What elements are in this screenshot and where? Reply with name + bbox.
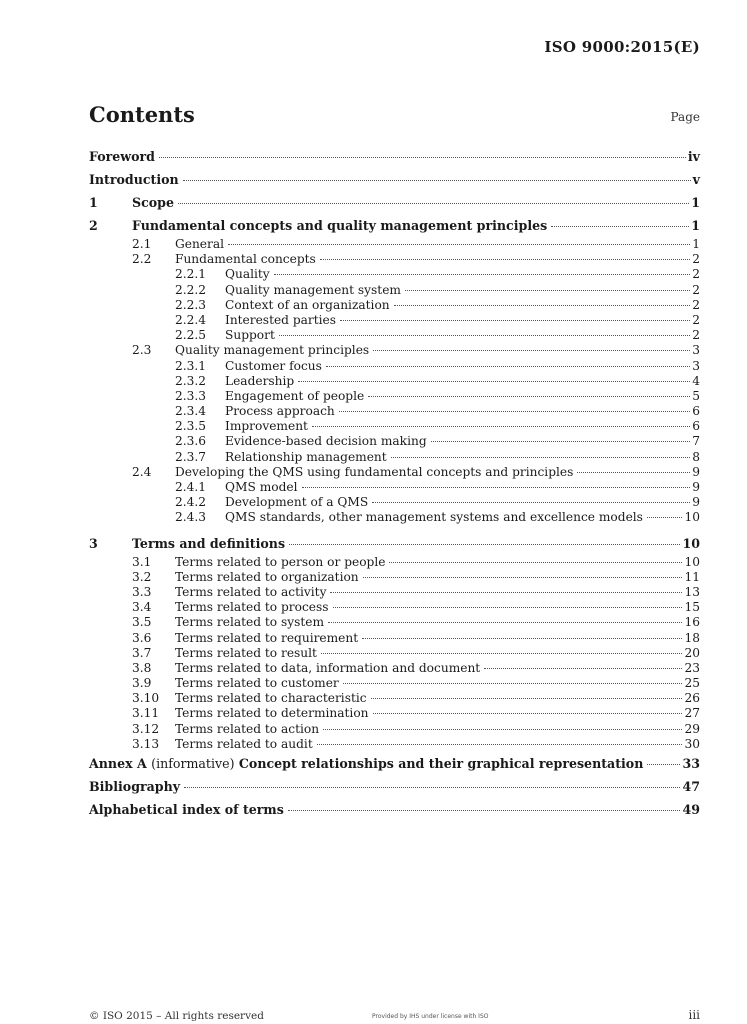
toc-entry[interactable] xyxy=(89,706,700,721)
toc-entry-page: 16 xyxy=(684,615,700,630)
dot-leader xyxy=(159,157,686,158)
toc-entry-title: Terms related to requirement xyxy=(175,630,359,645)
dot-leader xyxy=(330,592,682,593)
toc-entry-title: Terms and definitions xyxy=(132,535,286,551)
toc-entry-number: 2.3.2 xyxy=(175,373,207,388)
dot-leader xyxy=(647,764,680,765)
toc-entry[interactable] xyxy=(89,737,700,752)
toc-entry[interactable] xyxy=(89,145,700,168)
toc-entry-title: Terms related to system xyxy=(175,615,325,630)
dot-leader xyxy=(363,577,683,578)
toc-entry-number: 2.2 xyxy=(132,252,152,267)
toc-entry-number: 3.7 xyxy=(132,645,152,660)
dot-leader xyxy=(326,366,690,367)
toc-entry-page: 5 xyxy=(692,388,700,403)
toc-entry[interactable] xyxy=(89,532,700,555)
toc-entry[interactable] xyxy=(89,267,700,282)
dot-leader xyxy=(312,426,690,427)
toc-entry-number: 2.2.3 xyxy=(175,297,207,312)
table-of-contents xyxy=(89,145,700,821)
dot-leader xyxy=(184,787,680,788)
dot-leader xyxy=(368,396,690,397)
toc-entry-page: 6 xyxy=(692,404,700,419)
toc-entry-page: 2 xyxy=(692,267,700,282)
toc-entry-title: Introduction xyxy=(89,172,179,187)
annex-informative: (informative) xyxy=(151,756,235,771)
toc-entry-title: Terms related to action xyxy=(175,721,320,736)
toc-entry-page: 15 xyxy=(684,600,700,615)
toc-entry-title xyxy=(89,752,645,775)
toc-entry-page: 10 xyxy=(684,510,700,525)
toc-entry-title: Support xyxy=(225,328,275,343)
toc-entry-number: 2.2.4 xyxy=(175,312,207,327)
toc-entry-title: Improvement xyxy=(225,419,308,434)
toc-entry-page: 27 xyxy=(684,706,700,721)
toc-entry[interactable] xyxy=(89,510,700,525)
annex-label: Annex A xyxy=(89,756,147,771)
toc-entry[interactable] xyxy=(89,359,700,374)
dot-leader xyxy=(298,381,690,382)
toc-entry-title: Quality management principles xyxy=(175,343,370,358)
toc-entry[interactable] xyxy=(89,252,700,267)
toc-entry[interactable] xyxy=(89,283,700,298)
dot-leader xyxy=(323,729,682,730)
toc-entry-number: 2.3.1 xyxy=(175,358,207,373)
dot-leader xyxy=(340,320,690,321)
toc-entry-page: 2 xyxy=(692,297,700,312)
toc-entry-number: 2.2.5 xyxy=(175,328,207,343)
toc-entry-title: Relationship management xyxy=(225,449,387,464)
toc-entry-title: Terms related to process xyxy=(175,600,329,615)
toc-entry-page: 49 xyxy=(682,802,700,817)
toc-entry-title: Scope xyxy=(132,195,174,210)
page-title: Contents xyxy=(89,102,195,127)
dot-leader xyxy=(321,653,683,654)
dot-leader xyxy=(288,810,681,811)
dot-leader xyxy=(339,411,690,412)
copyright-notice: © ISO 2015 – All rights reserved xyxy=(89,1010,264,1022)
toc-entry[interactable] xyxy=(89,328,700,343)
toc-entry[interactable] xyxy=(89,495,700,510)
toc-entry-page: 29 xyxy=(684,721,700,736)
toc-entry-title: Developing the QMS using fundamental concepts and principles xyxy=(175,464,574,479)
toc-entry-title: Foreword xyxy=(89,149,155,164)
dot-leader xyxy=(431,441,691,442)
toc-entry[interactable] xyxy=(89,775,700,798)
page-column-label: Page xyxy=(670,110,700,124)
toc-entry-page: 6 xyxy=(692,419,700,434)
toc-entry-number: 2.2.1 xyxy=(175,267,207,282)
toc-entry-page: 9 xyxy=(692,495,700,510)
toc-entry-title: Terms related to audit xyxy=(175,736,313,751)
dot-leader xyxy=(333,607,683,608)
toc-entry[interactable] xyxy=(89,752,700,775)
toc-entry[interactable] xyxy=(89,298,700,313)
dot-leader xyxy=(183,180,691,181)
toc-entry-title: Context of an organization xyxy=(225,297,390,312)
toc-entry-title: Process approach xyxy=(225,404,335,419)
document-reference: ISO 9000:2015(E) xyxy=(544,38,700,56)
toc-entry-title: Bibliography xyxy=(89,779,181,794)
toc-entry-number: 2.3.6 xyxy=(175,434,207,449)
toc-entry-page: 10 xyxy=(684,554,700,569)
toc-entry-number: 3.10 xyxy=(132,691,160,706)
toc-entry[interactable] xyxy=(89,646,700,661)
toc-entry-number: 2.4.1 xyxy=(175,480,207,494)
dot-leader xyxy=(373,713,683,714)
dot-leader xyxy=(320,259,690,260)
dot-leader xyxy=(328,622,682,623)
toc-entry[interactable] xyxy=(89,631,700,646)
toc-entry-page: 8 xyxy=(692,449,700,464)
toc-entry-page: 20 xyxy=(684,645,700,660)
toc-entry-number: 3 xyxy=(89,535,98,551)
toc-entry[interactable] xyxy=(89,676,700,691)
toc-entry-title: General xyxy=(175,237,224,251)
toc-entry-number: 2.3.5 xyxy=(175,419,207,434)
dot-leader xyxy=(647,517,683,518)
dot-leader xyxy=(279,335,690,336)
toc-entry-number: 2.3.7 xyxy=(175,449,207,464)
toc-entry-page: 2 xyxy=(692,328,700,343)
toc-entry-page: 9 xyxy=(692,464,700,479)
toc-entry-number: 3.9 xyxy=(132,676,152,691)
toc-entry-title: Fundamental concepts xyxy=(175,252,316,267)
page-number: iii xyxy=(688,1008,700,1022)
toc-entry[interactable] xyxy=(89,343,700,358)
toc-entry[interactable] xyxy=(89,419,700,434)
toc-entry[interactable] xyxy=(89,434,700,449)
toc-entry-title: Terms related to characteristic xyxy=(175,691,367,706)
toc-entry-title: Terms related to person or people xyxy=(175,554,386,569)
toc-entry[interactable] xyxy=(89,555,700,570)
toc-entry-page: 30 xyxy=(684,736,700,751)
toc-entry-title: Quality management system xyxy=(225,282,401,297)
toc-entry-title: Quality xyxy=(225,267,270,282)
toc-entry-title: Fundamental concepts and quality management principles xyxy=(132,218,548,233)
toc-entry[interactable] xyxy=(89,450,700,465)
toc-entry-page: 11 xyxy=(684,569,700,584)
toc-entry[interactable] xyxy=(89,585,700,600)
toc-entry-number: 3.11 xyxy=(132,706,160,721)
toc-entry-page: 1 xyxy=(691,218,700,233)
toc-entry-page: 26 xyxy=(684,691,700,706)
toc-entry[interactable] xyxy=(89,237,700,252)
toc-entry-page: 2 xyxy=(692,252,700,267)
toc-entry-number: 2.4.2 xyxy=(175,495,207,510)
toc-entry-number: 1 xyxy=(89,195,98,210)
dot-leader xyxy=(551,226,689,227)
toc-entry[interactable] xyxy=(89,600,700,615)
toc-entry-number: 2.4.3 xyxy=(175,510,207,525)
toc-entry-page: 1 xyxy=(692,237,700,251)
toc-entry-number: 3.2 xyxy=(132,569,152,584)
dot-leader xyxy=(228,244,690,245)
toc-entry[interactable] xyxy=(89,691,700,706)
toc-entry-page: 10 xyxy=(682,535,700,551)
toc-entry-number: 2.3 xyxy=(132,343,152,358)
toc-entry[interactable] xyxy=(89,480,700,495)
toc-entry-title: Terms related to organization xyxy=(175,569,359,584)
dot-leader xyxy=(302,487,691,488)
dot-leader xyxy=(391,457,691,458)
toc-entry-page: 33 xyxy=(682,756,700,771)
toc-entry-title: Terms related to determination xyxy=(175,706,369,721)
toc-entry-page: 2 xyxy=(692,282,700,297)
dot-leader xyxy=(389,562,682,563)
annex-title: Concept relationships and their graphical representation xyxy=(238,756,644,771)
toc-entry-title: Terms related to activity xyxy=(175,584,327,599)
toc-entry-page: 18 xyxy=(684,630,700,645)
dot-leader xyxy=(362,638,682,639)
toc-entry-number: 3.3 xyxy=(132,584,152,599)
toc-entry-title: Engagement of people xyxy=(225,388,365,403)
toc-entry-title: Terms related to result xyxy=(175,645,317,660)
toc-entry-number: 3.1 xyxy=(132,554,152,569)
toc-entry[interactable] xyxy=(89,313,700,328)
toc-entry[interactable] xyxy=(89,389,700,404)
provider-notice: Provided by IHS under license with ISO xyxy=(372,1013,489,1020)
toc-entry-number: 2.3.4 xyxy=(175,404,207,419)
toc-entry-title: Leadership xyxy=(225,373,295,388)
toc-entry-number: 3.4 xyxy=(132,600,152,615)
toc-entry-page: iv xyxy=(687,149,700,164)
toc-entry-number: 3.8 xyxy=(132,660,152,675)
toc-entry-page: 3 xyxy=(692,358,700,373)
toc-entry-title: Terms related to customer xyxy=(175,676,339,691)
toc-entry-page: v xyxy=(692,172,700,187)
toc-entry-number: 2 xyxy=(89,218,98,233)
toc-entry[interactable] xyxy=(89,191,700,214)
toc-entry-number: 2.4 xyxy=(132,464,152,479)
toc-entry[interactable] xyxy=(89,661,700,676)
toc-entry-page: 13 xyxy=(684,584,700,599)
toc-entry-page: 4 xyxy=(692,373,700,388)
dot-leader xyxy=(373,350,690,351)
dot-leader xyxy=(343,683,683,684)
toc-entry[interactable] xyxy=(89,168,700,191)
toc-entry-page: 2 xyxy=(692,312,700,327)
toc-entry[interactable] xyxy=(89,570,700,585)
dot-leader xyxy=(405,290,690,291)
dot-leader xyxy=(289,544,680,545)
toc-entry-page: 47 xyxy=(682,779,700,794)
toc-entry[interactable] xyxy=(89,214,700,237)
toc-entry-title: QMS standards, other management systems and excellence models xyxy=(225,510,643,525)
dot-leader xyxy=(484,668,682,669)
toc-entry-page: 23 xyxy=(684,660,700,675)
dot-leader xyxy=(274,274,691,275)
toc-entry-number: 3.13 xyxy=(132,736,160,751)
toc-entry-title: Alphabetical index of terms xyxy=(89,802,284,817)
toc-entry-number: 2.3.3 xyxy=(175,388,207,403)
toc-entry-page: 3 xyxy=(692,343,700,358)
dot-leader xyxy=(371,698,683,699)
toc-entry-page: 1 xyxy=(691,195,700,210)
toc-entry[interactable] xyxy=(89,465,700,480)
toc-entry-title: QMS model xyxy=(225,480,298,494)
dot-leader xyxy=(372,502,690,503)
toc-entry[interactable] xyxy=(89,722,700,737)
toc-entry-title: Development of a QMS xyxy=(225,495,369,510)
toc-entry-title: Interested parties xyxy=(225,312,337,327)
toc-entry[interactable] xyxy=(89,798,700,821)
dot-leader xyxy=(577,472,690,473)
dot-leader xyxy=(178,203,689,204)
toc-entry-number: 3.12 xyxy=(132,721,160,736)
toc-entry-title: Customer focus xyxy=(225,358,322,373)
toc-entry-title: Terms related to data, information and document xyxy=(175,660,481,675)
toc-entry-page: 9 xyxy=(692,480,700,494)
dot-leader xyxy=(394,305,691,306)
toc-entry-page: 7 xyxy=(692,434,700,449)
toc-entry-number: 2.1 xyxy=(132,237,152,251)
toc-entry[interactable] xyxy=(89,374,700,389)
dot-leader xyxy=(317,744,683,745)
toc-entry-number: 2.2.2 xyxy=(175,282,207,297)
toc-entry[interactable] xyxy=(89,404,700,419)
toc-entry-number: 3.5 xyxy=(132,615,152,630)
toc-entry[interactable] xyxy=(89,615,700,630)
toc-entry-title: Evidence-based decision making xyxy=(225,434,427,449)
toc-entry-number: 3.6 xyxy=(132,630,152,645)
toc-entry-page: 25 xyxy=(684,676,700,691)
